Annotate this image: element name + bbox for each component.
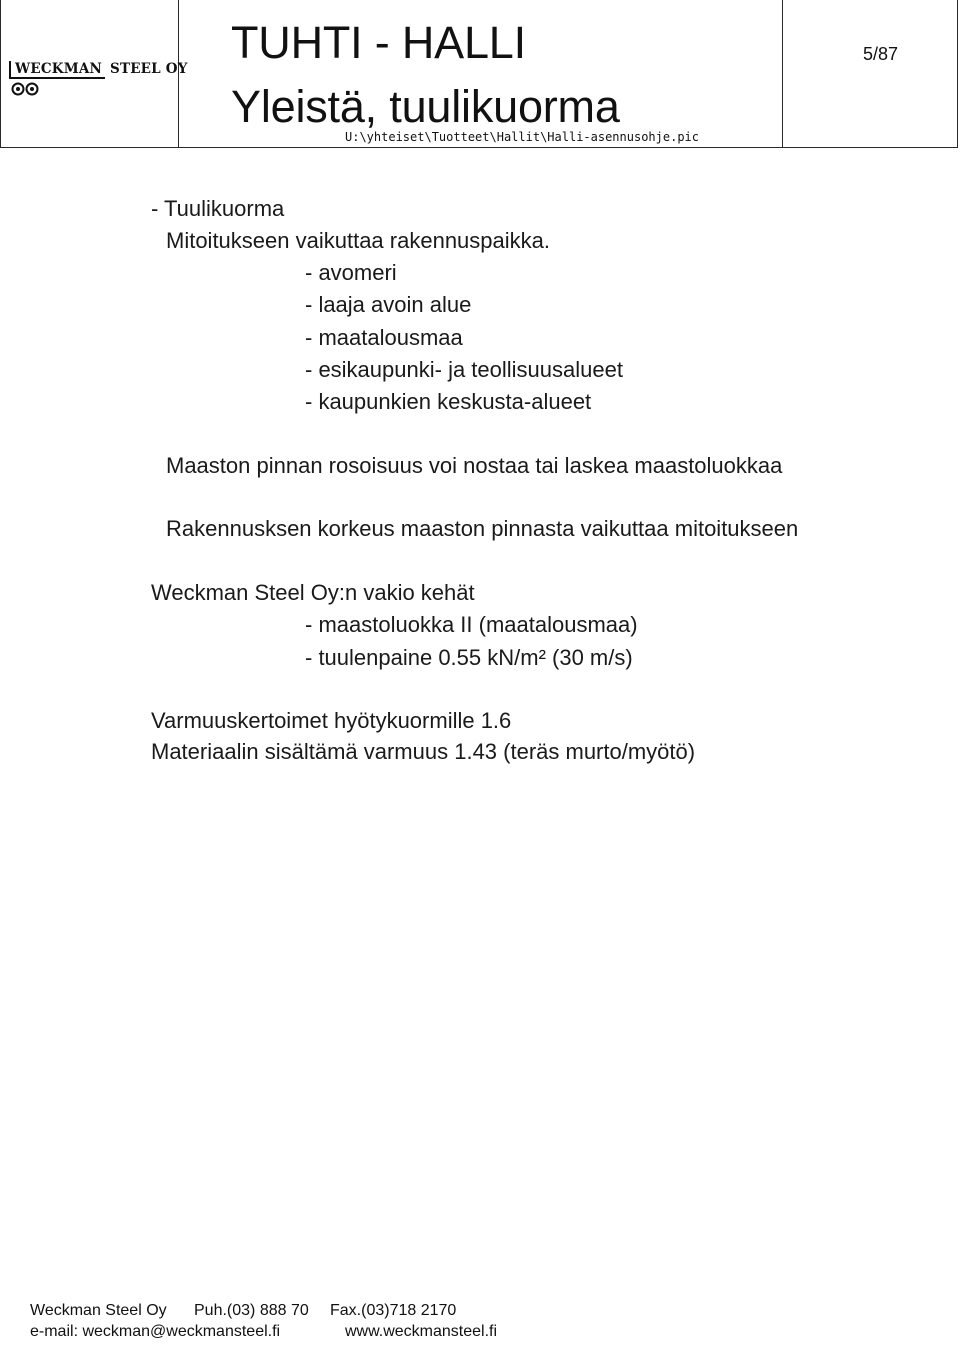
list-item: - tuulenpaine 0.55 kN/m² (30 m/s) xyxy=(305,645,633,670)
logo-cell xyxy=(1,0,188,148)
section-heading: - Tuulikuorma xyxy=(151,196,285,221)
footer-company: Weckman Steel Oy xyxy=(30,1302,167,1319)
list-item: - laaja avoin alue xyxy=(305,292,472,317)
material-safety-line: Materiaalin sisältämä varmuus 1.43 (teräs murto/myötö) xyxy=(151,739,696,764)
roughness-note: Maaston pinnan rosoisuus voi nostaa tai laskea maastoluokkaa xyxy=(166,453,783,478)
page-number-cell xyxy=(783,0,959,148)
document-subtitle: Yleistä, tuulikuorma xyxy=(231,81,620,132)
list-item: - avomeri xyxy=(305,260,397,285)
footer-email: e-mail: weckman@weckmansteel.fi xyxy=(30,1323,281,1340)
list-item: - esikaupunki- ja teollisuusalueet xyxy=(305,357,623,382)
logo-text-weckman: WECKMAN xyxy=(9,61,105,79)
height-note: Rakennusksen korkeus maaston pinnasta vaikuttaa mitoitukseen xyxy=(166,516,799,541)
footer-fax: Fax.(03)718 2170 xyxy=(330,1302,457,1319)
standard-frames-heading: Weckman Steel Oy:n vakio kehät xyxy=(151,580,475,605)
list-item: - kaupunkien keskusta-alueet xyxy=(305,389,592,414)
list-item: - maastoluokka II (maatalousmaa) xyxy=(305,612,638,637)
logo-text-steel-oy: STEEL OY xyxy=(110,61,188,77)
page-number: 5/87 xyxy=(863,44,899,64)
document-header xyxy=(0,0,958,148)
intro-text: Mitoitukseen vaikuttaa rakennuspaikka. xyxy=(166,228,550,253)
document-title: TUHTI - HALLI xyxy=(231,17,526,68)
title-cell xyxy=(179,0,783,148)
company-logo xyxy=(9,61,188,77)
safety-factor-line: Varmuuskertoimet hyötykuormille 1.6 xyxy=(151,708,512,733)
footer-website: www.weckmansteel.fi xyxy=(345,1323,498,1340)
logo-rings-icon xyxy=(11,82,41,96)
file-path: U:\yhteiset\Tuotteet\Hallit\Halli-asennusohje.pic xyxy=(345,130,700,144)
footer-phone: Puh.(03) 888 70 xyxy=(194,1302,309,1319)
list-item: - maatalousmaa xyxy=(305,325,463,350)
